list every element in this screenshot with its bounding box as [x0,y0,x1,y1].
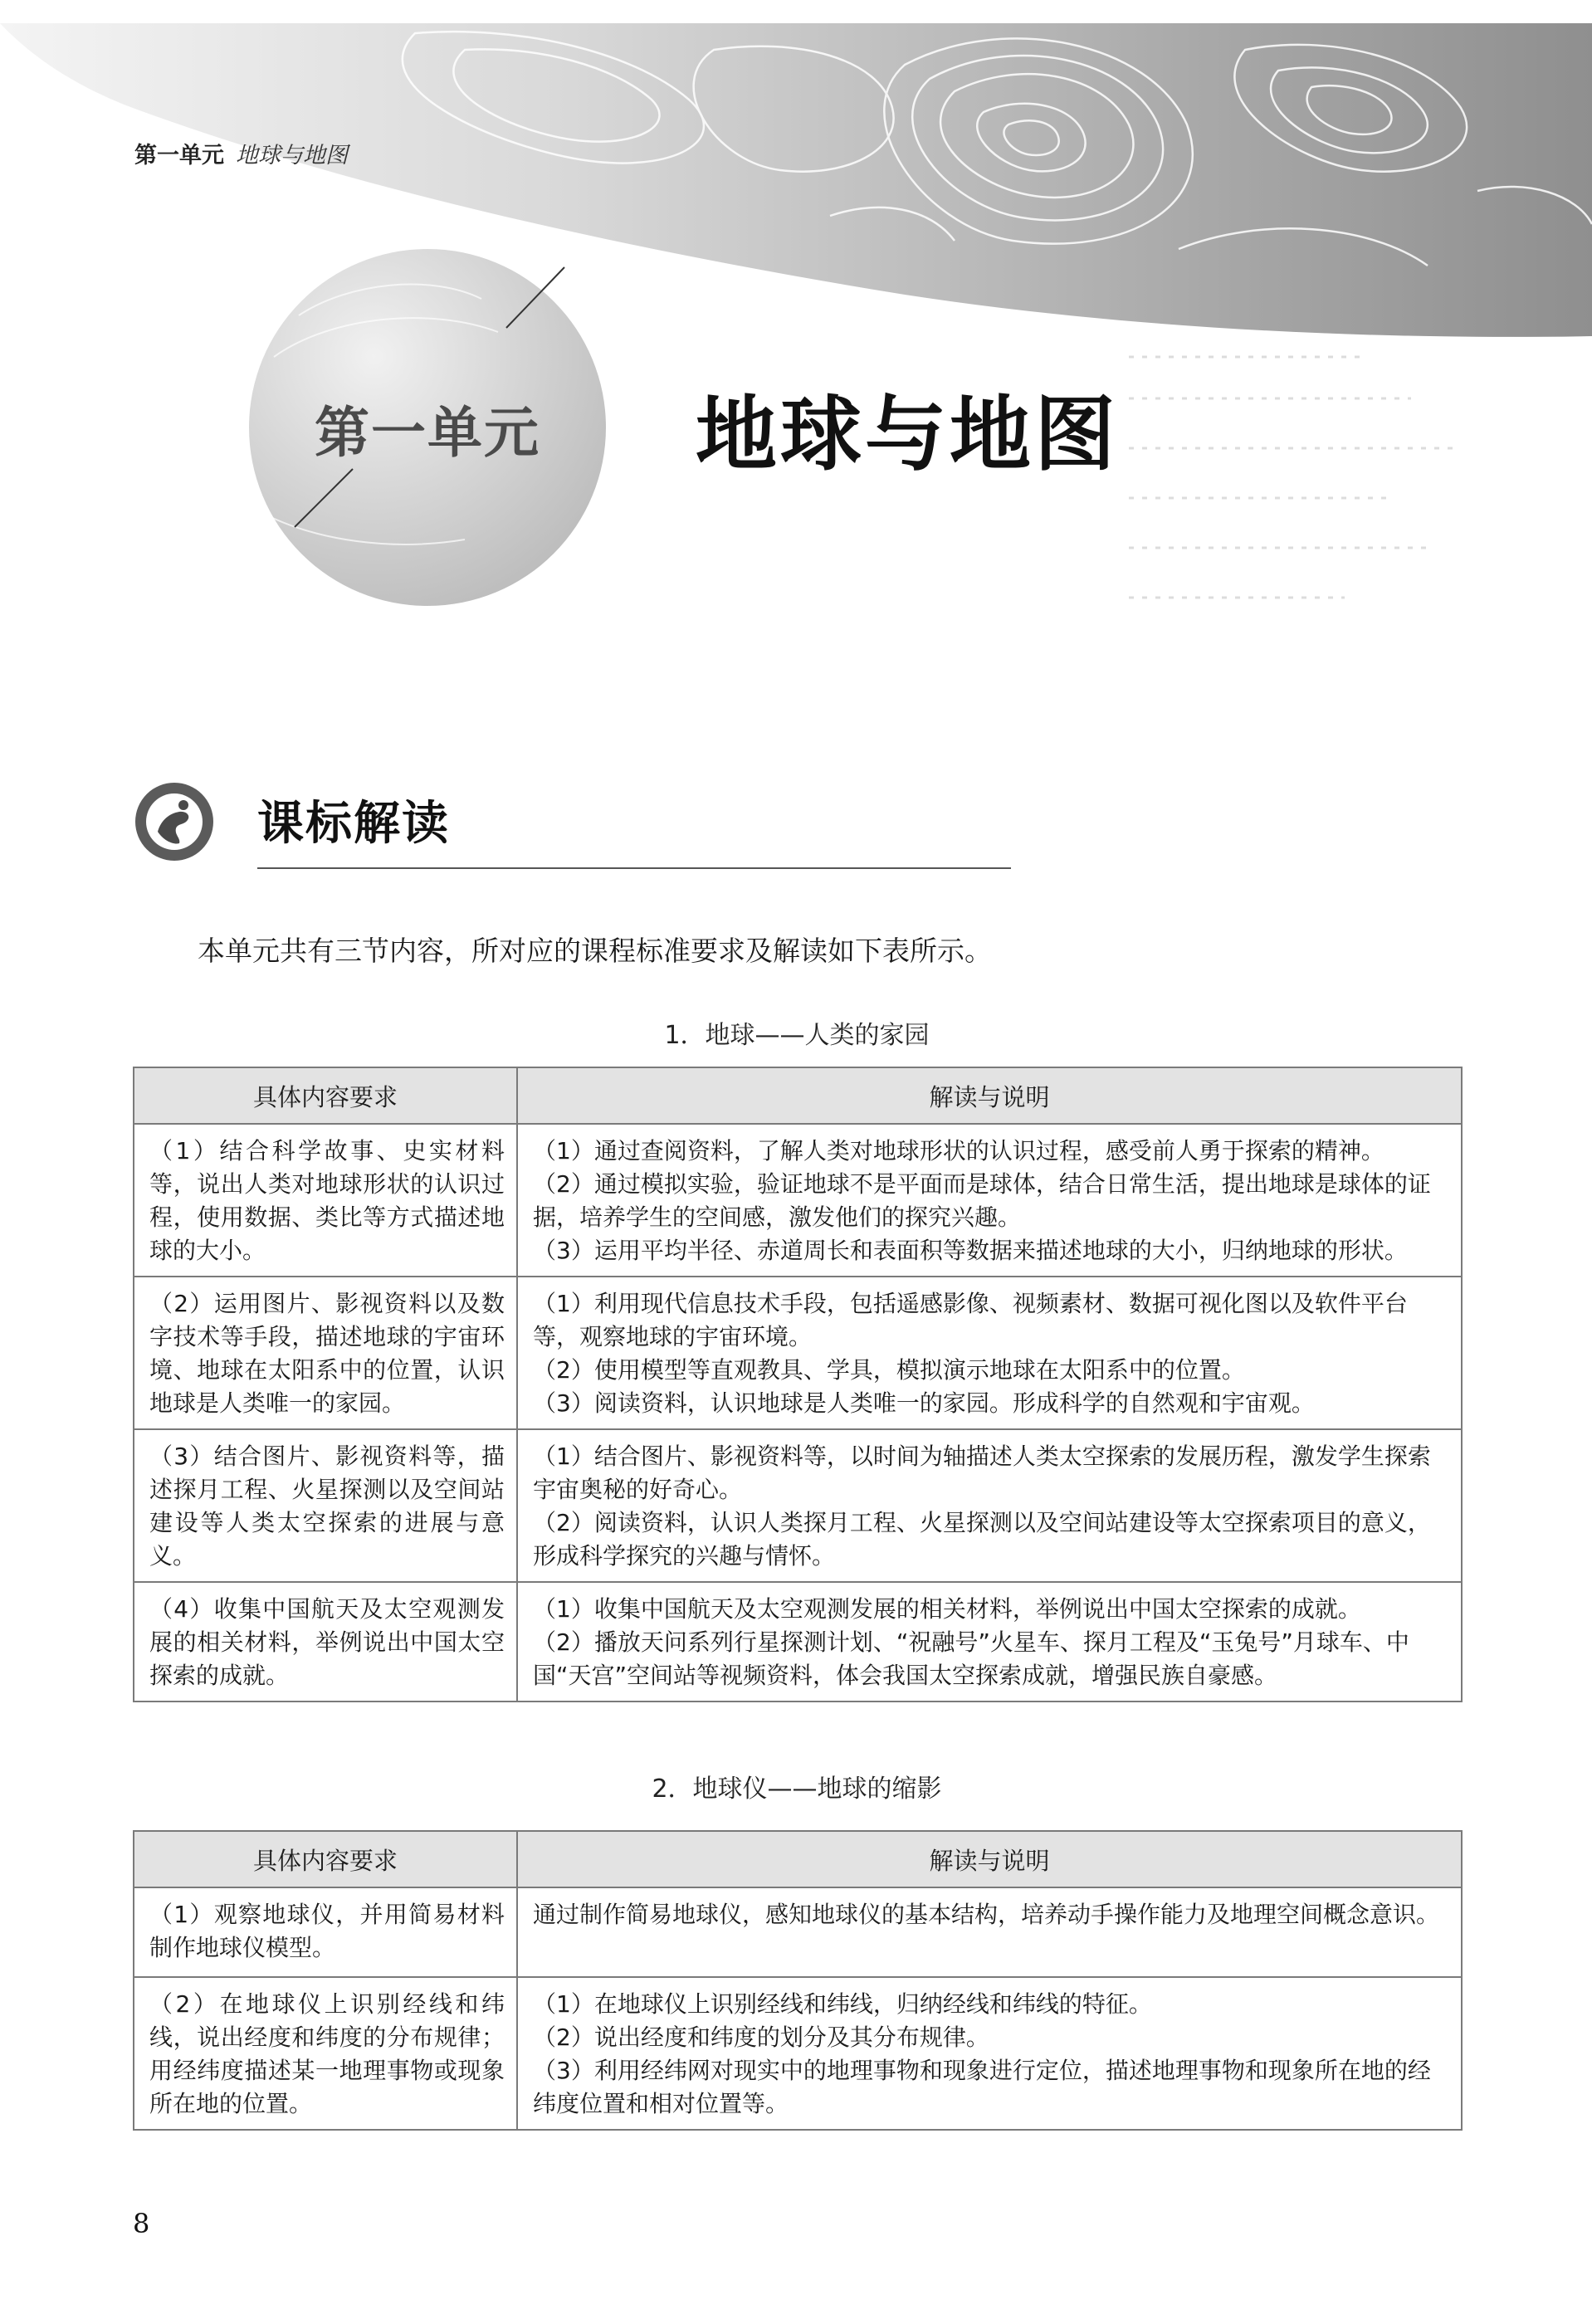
intro-paragraph: 本单元共有三节内容，所对应的课程标准要求及解读如下表所示。 [198,935,992,967]
interpretation-cell [517,1429,1462,1582]
interpretation-line: （3）利用经纬网对现实中的地理事物和现象进行定位，描述地理事物和现象所在地的经纬度位置和相对位置等。 [533,2057,1431,2117]
interpretation-cell [517,1277,1462,1429]
requirement-cell: （4）收集中国航天及太空观测发展的相关材料，举例说出中国太空探索的成就。 [134,1582,517,1702]
column-header-requirement: 具体内容要求 [134,1067,517,1124]
interpretation-cell [517,1124,1462,1277]
interpretation-line: （3）阅读资料，认识地球是人类唯一的家园。形成科学的自然观和宇宙观。 [533,1389,1315,1417]
unit-label: 第一单元 [315,400,540,465]
requirement-cell: （1）结合科学故事、史实材料等，说出人类对地球形状的认识过程，使用数据、类比等方式描述地球的大小。 [134,1124,517,1277]
requirement-cell: （1）观察地球仪，并用简易材料制作地球仪模型。 [134,1887,517,1977]
column-header-requirement: 具体内容要求 [134,1831,517,1887]
requirement-cell: （2）运用图片、影视资料以及数字技术等手段，描述地球的宇宙环境、地球在太阳系中的位置，认识地球是人类唯一的家园。 [134,1277,517,1429]
requirement-cell: （2）在地球仪上识别经线和纬线，说出经度和纬度的分布规律；用经纬度描述某一地理事物或现象所在地的位置。 [134,1977,517,2130]
running-header [134,137,348,169]
requirement-cell: （3）结合图片、影视资料等，描述探月工程、火星探测以及空间站建设等人类太空探索的进展与意义。 [134,1429,517,1582]
interpretation-cell [517,1977,1462,2130]
interpretation-line: 通过制作简易地球仪，感知地球仪的基本结构，培养动手操作能力及地理空间概念意识。 [533,1901,1440,1928]
interpretation-line: （1）在地球仪上识别经线和纬线，归纳经线和纬线的特征。 [533,1990,1152,2018]
interpretation-line: （3）运用平均半径、赤道周长和表面积等数据来描述地球的大小，归纳地球的形状。 [533,1237,1408,1264]
interpretation-line: （1）利用现代信息技术手段，包括遥感影像、视频素材、数据可视化图以及软件平台等，观察地球的宇宙环境。 [533,1290,1408,1350]
table-2-caption: 2．地球仪——地球的缩影 [652,1775,942,1804]
interpretation-line: （2）说出经度和纬度的划分及其分布规律。 [533,2024,989,2051]
table-header-row [134,1067,1462,1124]
interpretation-line: （2）使用模型等直观教具、学具，模拟演示地球在太阳系中的位置。 [533,1356,1245,1384]
section-title: 课标解读 [257,797,450,851]
page-number: 8 [133,2208,150,2239]
column-header-interpretation: 解读与说明 [517,1831,1462,1887]
table-row [134,1429,1462,1582]
topographic-header-banner [0,0,1592,631]
table-row [134,1277,1462,1429]
table-1-caption: 1．地球——人类的家园 [664,1021,930,1050]
section-divider [257,867,1011,869]
table-row [134,1124,1462,1277]
interpretation-line: （1）收集中国航天及太空观测发展的相关材料，举例说出中国太空探索的成就。 [533,1595,1361,1623]
running-header-title: 地球与地图 [236,143,348,168]
globe-person-icon [133,780,216,863]
interpretation-line: （2）阅读资料，认识人类探月工程、火星探测以及空间站建设等太空探索项目的意义，形成科学探究的兴趣与情怀。 [533,1509,1431,1570]
interpretation-line: （2）通过模拟实验，验证地球不是平面而是球体，结合日常生活，提出地球是球体的证据，培养学生的空间感，激发他们的探究兴趣。 [533,1170,1431,1231]
table-earth-home [133,1067,1463,1702]
running-header-unit: 第一单元 [134,143,224,168]
interpretation-cell [517,1582,1462,1702]
interpretation-line: （1）结合图片、影视资料等，以时间为轴描述人类太空探索的发展历程，激发学生探索宇宙奥秘的好奇心。 [533,1443,1431,1503]
interpretation-line: （2）播放天问系列行星探测计划、“祝融号”火星车、探月工程及“玉兔号”月球车、中国“天宫”空间站等视频资料，体会我国太空探索成就，增强民族自豪感。 [533,1628,1409,1689]
table-row [134,1977,1462,2130]
table-row [134,1582,1462,1702]
column-header-interpretation: 解读与说明 [517,1067,1462,1124]
table-globe [133,1830,1463,2131]
table-row [134,1887,1462,1977]
interpretation-line: （1）通过查阅资料，了解人类对地球形状的认识过程，感受前人勇于探索的精神。 [533,1137,1384,1164]
interpretation-cell [517,1887,1462,1977]
table-header-row [134,1831,1462,1887]
unit-title: 地球与地图 [696,388,1120,482]
